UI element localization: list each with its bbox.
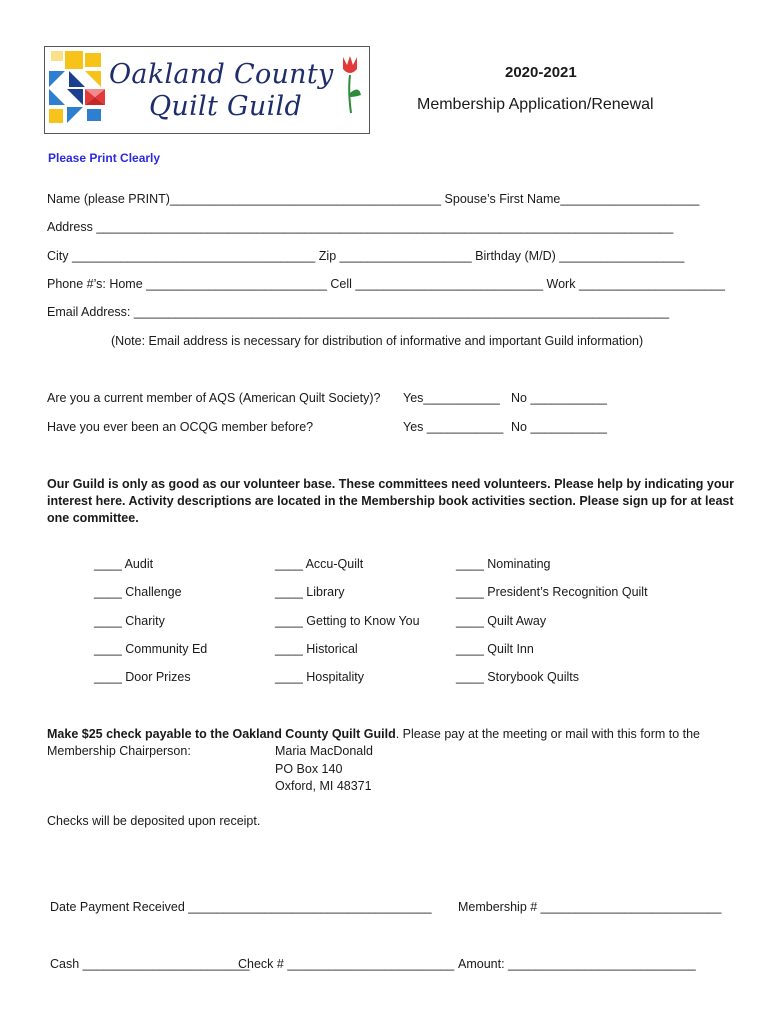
name-field[interactable]: Name (please PRINT)_______________________________________ Spouse’s First Name____________________ — [47, 192, 700, 206]
city-zip-birthday-field[interactable]: City ___________________________________ Zip ___________________ Birthday (M/D) __________________ — [47, 249, 685, 263]
committee-quilt-away[interactable]: ____ Quilt Away — [456, 614, 547, 628]
committee-storybook-quilts[interactable]: ____ Storybook Quilts — [456, 670, 579, 684]
chairperson-po-box: PO Box 140 — [275, 762, 343, 776]
committee-nominating[interactable]: ____ Nominating — [456, 557, 551, 571]
committee-challenge[interactable]: ____ Challenge — [94, 585, 182, 599]
chairperson-city: Oxford, MI 48371 — [275, 779, 372, 793]
ocqg-question: Have you ever been an OCQG member before? — [47, 420, 314, 434]
form-year: 2020-2021 — [505, 64, 577, 81]
membership-number-field[interactable]: Membership # __________________________ — [458, 900, 722, 914]
volunteer-text-line3: one committee. — [47, 511, 139, 525]
chairperson-name: Maria MacDonald — [275, 744, 373, 758]
committee-accu-quilt[interactable]: ____ Accu-Quilt — [275, 557, 364, 571]
print-instructions: Please Print Clearly — [48, 151, 161, 165]
email-field[interactable]: Email Address: _____________________________________________________________________________ — [47, 305, 670, 319]
address-field[interactable]: Address ___________________________________________________________________________________ — [47, 220, 674, 234]
chairperson-label: Membership Chairperson: — [47, 744, 191, 758]
amount-field[interactable]: Amount: ___________________________ — [458, 957, 696, 971]
check-number-field[interactable]: Check # ________________________ — [238, 957, 455, 971]
committee-library[interactable]: ____ Library — [275, 585, 345, 599]
committee-door-prizes[interactable]: ____ Door Prizes — [94, 670, 191, 684]
committee-charity[interactable]: ____ Charity — [94, 614, 165, 628]
committee-quilt-inn[interactable]: ____ Quilt Inn — [456, 642, 534, 656]
form-title: Membership Application/Renewal — [417, 96, 654, 113]
email-note: (Note: Email address is necessary for distribution of informative and important Guild information) — [111, 334, 644, 348]
committee-getting-to-know-you[interactable]: ____ Getting to Know You — [275, 614, 420, 628]
quilt-block-icon — [47, 49, 107, 131]
tulip-icon — [335, 53, 365, 117]
aqs-yes[interactable]: Yes___________ — [403, 391, 500, 405]
cash-field[interactable]: Cash ________________________ — [50, 957, 250, 971]
date-payment-received-field[interactable]: Date Payment Received ___________________________________ — [50, 900, 432, 914]
committee-hospitality[interactable]: ____ Hospitality — [275, 670, 364, 684]
payment-instructions-bold: Make $25 check payable to the Oakland County Quilt Guild — [47, 727, 396, 741]
phone-field[interactable]: Phone #’s: Home __________________________ Cell ___________________________ Work _____________________ — [47, 277, 725, 291]
payment-instructions-rest: . Please pay at the meeting or mail with this form to the — [395, 727, 701, 741]
committee-community-ed[interactable]: ____ Community Ed — [94, 642, 208, 656]
ocqg-yes[interactable]: Yes ___________ — [403, 420, 504, 434]
deposit-note: Checks will be deposited upon receipt. — [47, 814, 261, 828]
logo-title-line2: Quilt Guild — [149, 91, 303, 122]
aqs-no[interactable]: No ___________ — [511, 391, 607, 405]
guild-logo — [44, 46, 370, 134]
payment-instructions — [47, 727, 700, 741]
committee-presidents-recognition-quilt[interactable]: ____ President’s Recognition Quilt — [456, 585, 648, 599]
volunteer-text-line1: Our Guild is only as good as our volunteer base. These committees need volunteers. Please help by indicating your — [47, 477, 734, 491]
aqs-question: Are you a current member of AQS (American Quilt Society)? — [47, 391, 381, 405]
ocqg-no[interactable]: No ___________ — [511, 420, 607, 434]
committee-historical[interactable]: ____ Historical — [275, 642, 358, 656]
logo-title-line1: Oakland County — [109, 59, 334, 90]
committee-audit[interactable]: ____ Audit — [94, 557, 154, 571]
volunteer-text-line2: interest here. Activity descriptions are located in the Membership book activities section. Please sign up for at least — [47, 494, 734, 508]
